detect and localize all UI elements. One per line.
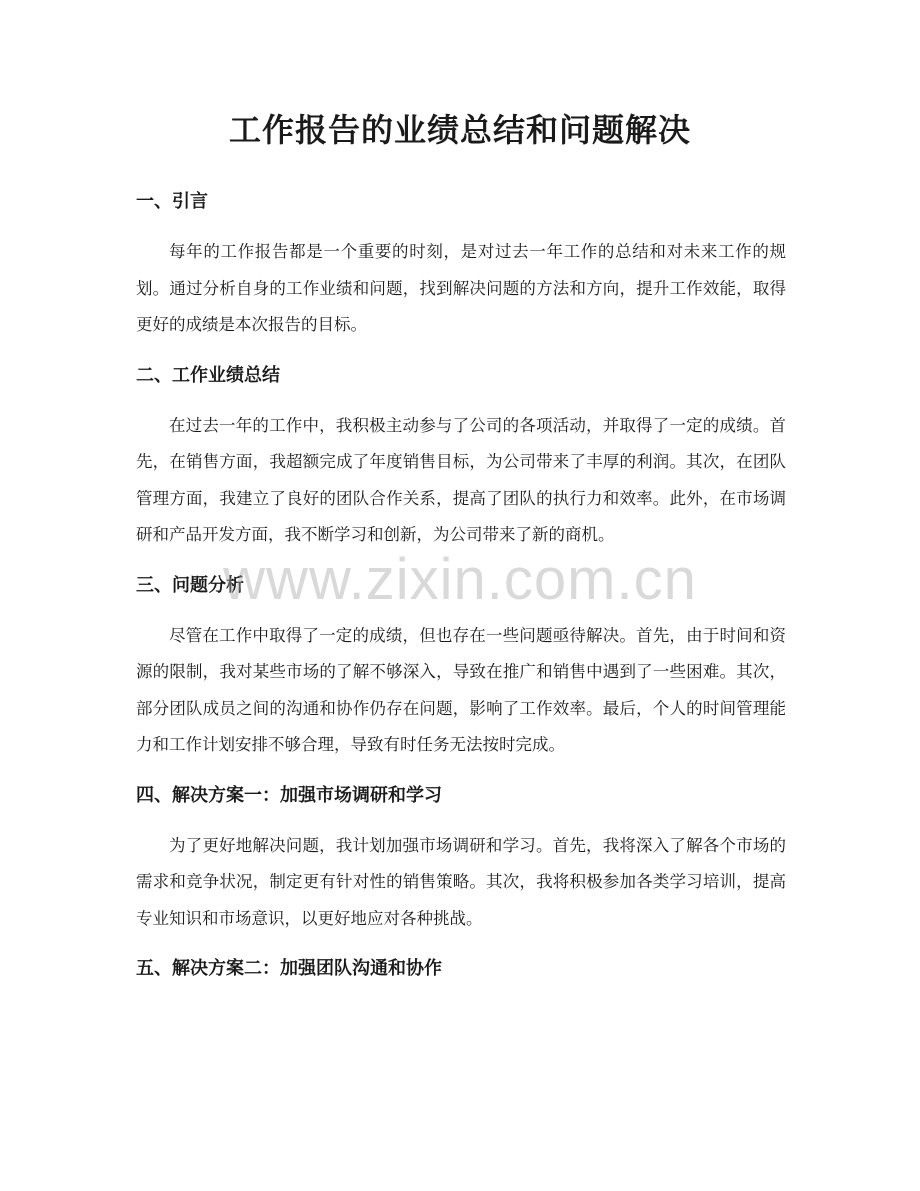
section-paragraph: 为了更好地解决问题，我计划加强市场调研和学习。首先，我将深入了解各个市场的需求和竞争状况，制定更有针对性的销售策略。其次，我将积极参加各类学习培训，提高专业知识和市场意识，以更好地应对各种挑战。	[136, 835, 786, 928]
section-heading: 五、解决方案二：加强团队沟通和协作	[136, 958, 442, 979]
section-introduction	[136, 184, 786, 344]
section-performance-summary	[136, 358, 786, 554]
section-problem-analysis	[136, 568, 786, 764]
document-body	[136, 184, 786, 1001]
section-solution-two	[136, 951, 786, 987]
section-solution-one	[136, 778, 786, 938]
section-paragraph: 尽管在工作中取得了一定的成绩，但也存在一些问题亟待解决。首先，由于时间和资源的限制，我对某些市场的了解不够深入，导致在推广和销售中遇到了一些困难。其次，部分团队成员之间的沟通和协作仍存在问题，影响了工作效率。最后，个人的时间管理能力和工作计划安排不够合理，导致有时任务无法按时完成。	[136, 625, 786, 754]
section-heading: 一、引言	[136, 191, 208, 212]
watermark: www.zixin.com.cn	[223, 547, 697, 612]
section-heading: 三、问题分析	[136, 574, 244, 596]
section-paragraph: 每年的工作报告都是一个重要的时刻，是对过去一年工作的总结和对未来工作的规划。通过分析自身的工作业绩和问题，找到解决问题的方法和方向，提升工作效能，取得更好的成绩是本次报告的目标。	[136, 242, 786, 334]
document-title: 工作报告的业绩总结和问题解决	[228, 111, 691, 149]
section-heading: 二、工作业绩总结	[136, 364, 280, 386]
section-paragraph: 在过去一年的工作中，我积极主动参与了公司的各项活动，并取得了一定的成绩。首先，在销售方面，我超额完成了年度销售目标，为公司带来了丰厚的利润。其次，在团队管理方面，我建立了良好的团队合作关系，提高了团队的执行力和效率。此外，在市场调研和产品开发方面，我不断学习和创新，为公司带来了新的商机。	[136, 415, 786, 544]
section-heading: 四、解决方案一：加强市场调研和学习	[136, 784, 442, 806]
